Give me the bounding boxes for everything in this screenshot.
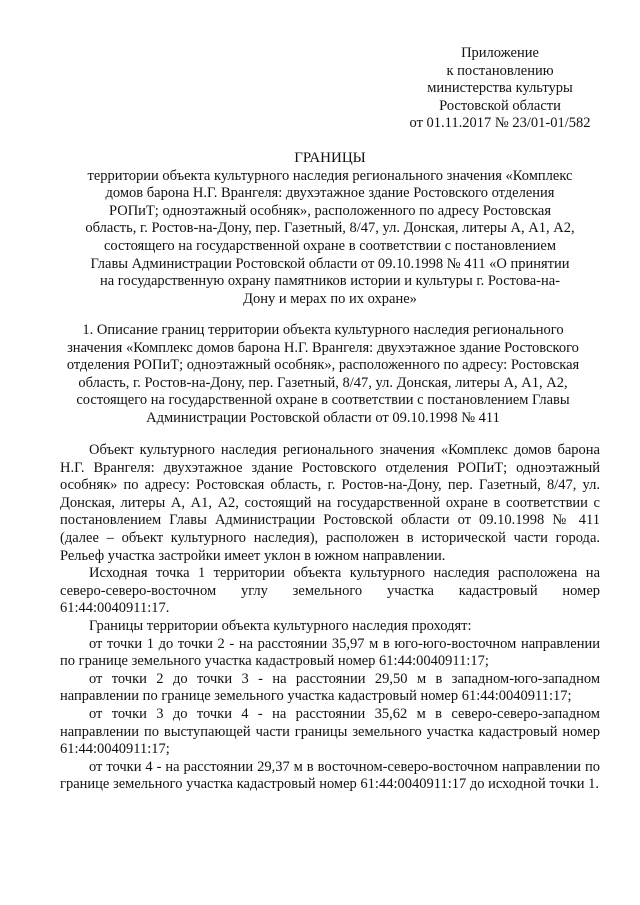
annex-label: Приложение [461,45,539,61]
annex-header [380,45,620,133]
annex-ministry: министерства культуры [427,80,573,97]
paragraph-segment-2-3: от точки 2 до точки 3 - на расстоянии 29,50 м в западном-юго-западном направлении по границе земельного участка кадастровый номер 61:44:0040911:17; [60,670,600,705]
paragraph-starting-point: Исходная точка 1 территории объекта культурного наследия расположена на северо-северо-восточном углу земельного участка кадастровый номер 61:44:0040911:17. [60,565,600,617]
paragraph-segment-4-1: от точки 4 - на расстоянии 29,37 м в восточном-северо-восточном направлении по границе земельного участка кадастровый номер 61:44:0040911:17 до исходной точки 1. [60,758,600,793]
document-body [60,442,600,794]
section-1-heading: 1. Описание границ территории объекта культурного наследия регионального значения «Комплекс домов барона Н.Г. Врангеля: двухэтажное здание Ростовского отделения РОПиТ; одноэтажный особняк», расположенного по адресу: Ростовская область, г. Ростов-на-Дону, пер. Газетный, 8/47, ул. Донская, литеры А, А1, А2, состоящего на государственной охране в соответствии с постановлением Главы Администрации Ростовской области от 09.10.1998 № 411 [66,322,580,426]
annex-decree-number: от 01.11.2017 № 23/01-01/582 [409,115,591,132]
annex-reference: к постановлению [446,62,554,79]
title-heading: ГРАНИЦЫ [294,150,366,166]
paragraph-object-description: Объект культурного наследия регионального значения «Комплекс домов барона Н.Г. Врангеля: двухэтажное здание Ростовского отделения РОПиТ; одноэтажный особняк» по адресу: Ростовская область, г. Ростов-на-Дону, пер. Газетный, 8/47, ул. Донская, литеры А, А1, А2, состоящий на государственной охране в соответствии с постановлением Главы Администрации Ростовской области от 09.10.1998 № 411 (далее – объект культурного наследия), расположен в исторической части города. Рельеф участка застройки имеет уклон в южном направлении. [60,442,600,564]
title-description: территории объекта культурного наследия регионального значения «Комплекс домов барона Н.Г. Врангеля: двухэтажное здание Ростовского отделения РОПиТ; одноэтажный особняк», расположенного по адресу Ростовская область, г. Ростов-на-Дону, пер. Газетный, 8/47, ул. Донская, литеры А, А1, А2, состоящего на государственной охране в соответствии с постановлением Главы Администрации Ростовской области от 09.10.1998 № 411 «О принятии на государственную охрану памятников истории и культуры г. Ростова-на-Дону и мерах по их охране» [85,167,575,307]
document-title [84,150,576,308]
paragraph-segment-3-4: от точки 3 до точки 4 - на расстоянии 35,62 м в северо-северо-западном направлении по выступающей части границы земельного участка кадастровый номер 61:44:0040911:17; [60,705,600,758]
paragraph-boundaries-intro: Границы территории объекта культурного наследия проходят: [89,617,472,634]
paragraph-segment-1-2: от точки 1 до точки 2 - на расстоянии 35,97 м в юго-юго-восточном направлении по границе земельного участка кадастровый номер 61:44:0040911:17; [60,635,600,670]
annex-region: Ростовской области [439,97,561,114]
